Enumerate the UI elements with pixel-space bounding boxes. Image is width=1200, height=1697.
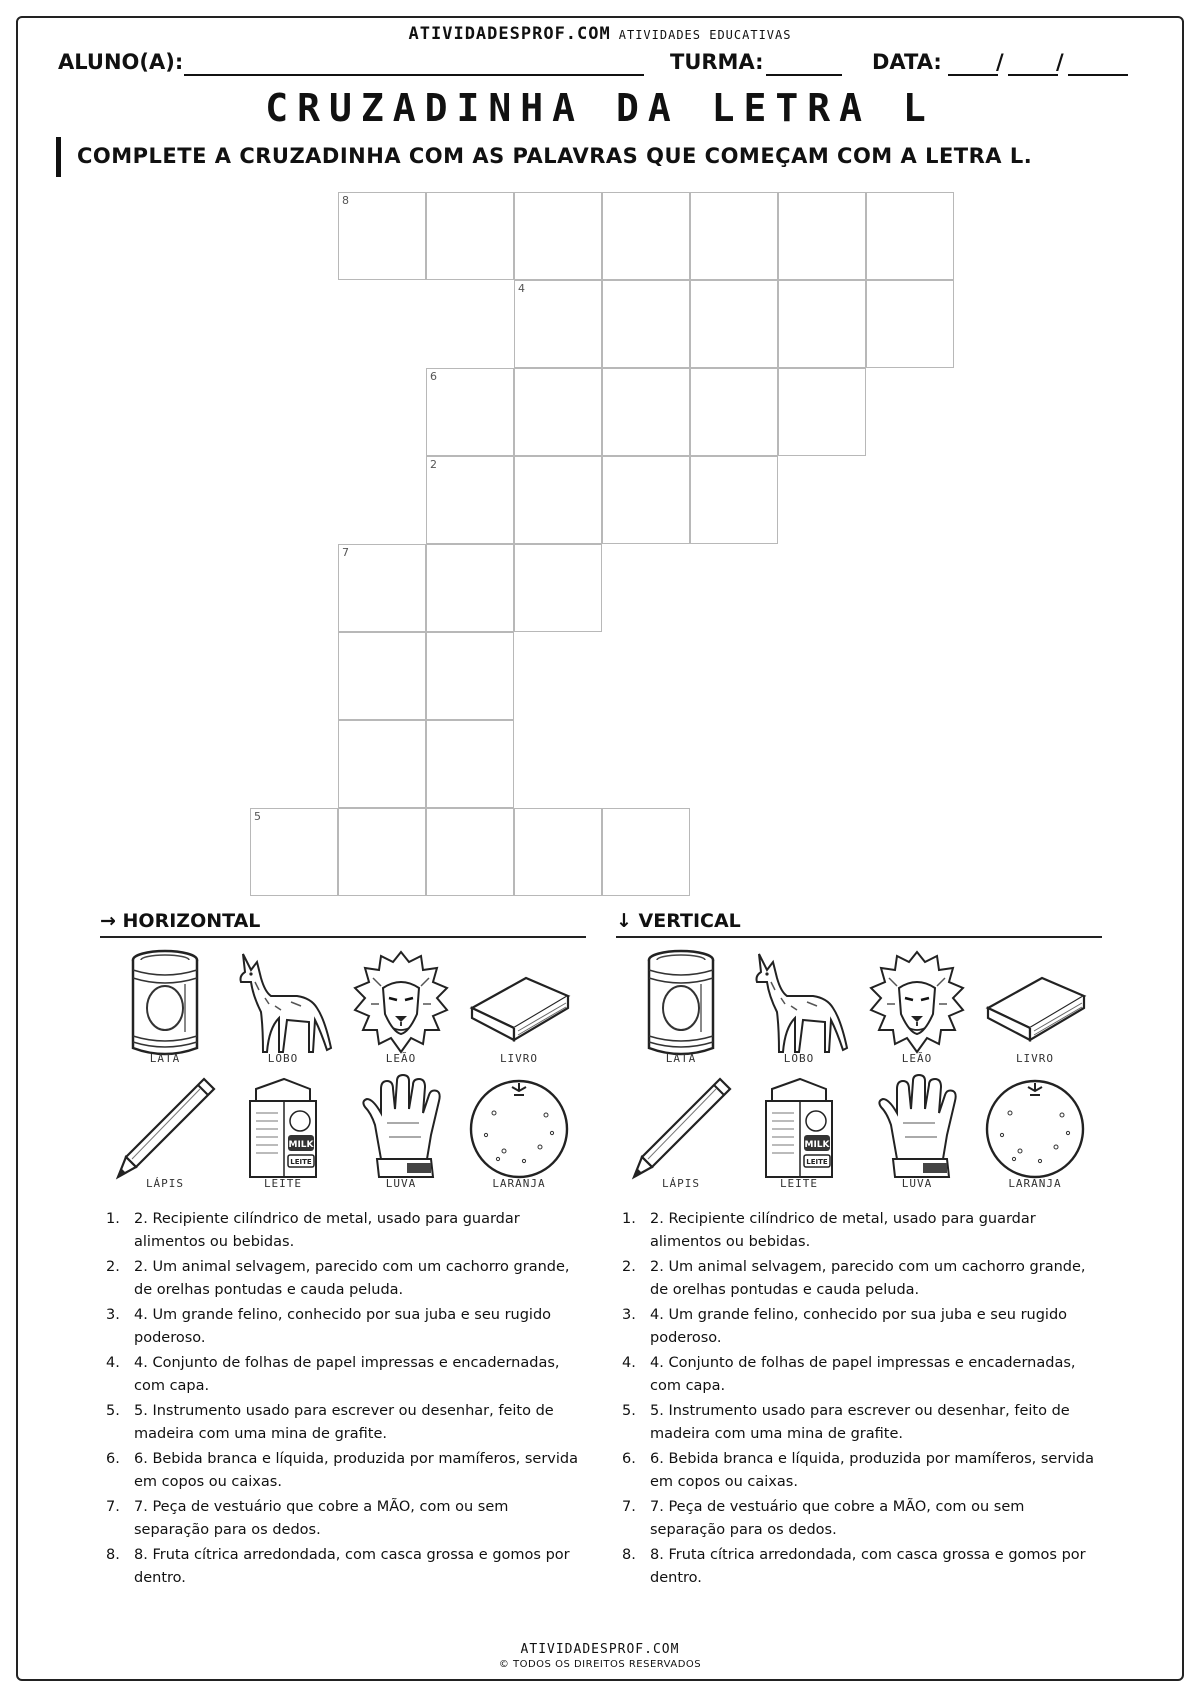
clue-item — [100, 1496, 580, 1542]
clue-text: 7. Peça de vestuário que cobre a MÃO, com ou sem separação para os dedos. — [650, 1499, 1025, 1538]
picture-laranja — [976, 1073, 1094, 1198]
picture-laranja — [460, 1073, 578, 1198]
clue-text: 4. Um grande felino, conhecido por sua juba e seu rugido poderoso. — [134, 1307, 552, 1346]
orange-icon — [464, 1073, 574, 1185]
crossword-cell[interactable] — [602, 192, 690, 280]
crossword-cell[interactable] — [602, 280, 690, 368]
date-month-field[interactable] — [1008, 74, 1058, 76]
instruction-text: COMPLETE A CRUZADINHA COM AS PALAVRAS QUE COMEÇAM COM A LETRA L. — [77, 144, 1033, 168]
clue-item — [100, 1256, 580, 1302]
crossword-cell[interactable] — [338, 720, 426, 808]
clue-index: 1. — [622, 1211, 636, 1227]
picture-label: LARANJA — [492, 1177, 546, 1190]
milk-carton-text: LEITE — [806, 1158, 828, 1166]
milk-carton-text: MILK — [288, 1140, 314, 1150]
section-divider — [616, 936, 1102, 938]
clue-text: 2. Recipiente cilíndrico de metal, usado para guardar alimentos ou bebidas. — [650, 1211, 1036, 1250]
crossword-cell[interactable] — [690, 368, 778, 456]
student-name-field[interactable] — [184, 74, 644, 76]
pencil-icon — [110, 1073, 220, 1185]
lion-icon — [349, 948, 453, 1060]
crossword-cell[interactable] — [778, 280, 866, 368]
clue-item — [100, 1448, 580, 1494]
crossword-cell[interactable] — [514, 456, 602, 544]
crossword-cell[interactable] — [690, 456, 778, 544]
picture-lata — [106, 948, 224, 1073]
crossword-cell[interactable] — [514, 544, 602, 632]
crossword-cell[interactable] — [690, 280, 778, 368]
picture-lata — [622, 948, 740, 1073]
footer-site: ATIVIDADESPROF.COM — [520, 1642, 680, 1657]
crossword-cell[interactable] — [426, 544, 514, 632]
picture-label: LATA — [665, 1052, 697, 1065]
crossword-cell[interactable] — [778, 192, 866, 280]
milk-carton-icon — [238, 1073, 328, 1185]
date-year-field[interactable] — [1068, 74, 1128, 76]
crossword-cell[interactable] — [514, 368, 602, 456]
crossword-cell[interactable] — [514, 192, 602, 280]
crossword-cell[interactable] — [514, 808, 602, 896]
clue-index: 8. — [106, 1547, 120, 1563]
clue-number: 6 — [430, 370, 437, 383]
horizontal-clue-list — [100, 1208, 580, 1592]
picture-lobo — [740, 948, 858, 1073]
picture-label: LIVRO — [499, 1052, 539, 1065]
clue-item — [616, 1544, 1096, 1590]
crossword-cell[interactable] — [514, 280, 602, 368]
crossword-cell[interactable] — [338, 808, 426, 896]
clue-text: 4. Um grande felino, conhecido por sua juba e seu rugido poderoso. — [650, 1307, 1068, 1346]
crossword-cell[interactable] — [338, 192, 426, 280]
class-field[interactable] — [766, 74, 842, 76]
clue-item — [616, 1304, 1096, 1350]
clue-item — [100, 1544, 580, 1590]
vertical-pictures — [622, 948, 1092, 1198]
clue-item — [616, 1256, 1096, 1302]
footer-rights: © TODOS OS DIREITOS RESERVADOS — [498, 1659, 702, 1670]
clue-index: 4. — [622, 1355, 636, 1371]
picture-livro — [976, 948, 1094, 1073]
lion-icon — [865, 948, 969, 1060]
picture-leao — [858, 948, 976, 1073]
clue-item — [100, 1304, 580, 1350]
date-day-field[interactable] — [948, 74, 998, 76]
picture-label: LUVA — [385, 1177, 417, 1190]
clue-number: 4 — [518, 282, 525, 295]
crossword-cell[interactable] — [338, 632, 426, 720]
clue-text: 6. Bebida branca e líquida, produzida por mamíferos, servida em copos ou caixas. — [650, 1451, 1094, 1490]
picture-label: LARANJA — [1008, 1177, 1062, 1190]
horizontal-pictures — [106, 948, 576, 1198]
clue-text: 6. Bebida branca e líquida, produzida por mamíferos, servida em copos ou caixas. — [134, 1451, 578, 1490]
milk-carton-text: LEITE — [290, 1158, 312, 1166]
book-icon — [980, 948, 1090, 1060]
wolf-icon — [231, 948, 335, 1060]
clue-index: 2. — [106, 1259, 120, 1275]
clue-text: 8. Fruta cítrica arredondada, com casca grossa e gomos por dentro. — [650, 1547, 1086, 1586]
clue-text: 4. Conjunto de folhas de papel impressas e encadernadas, com capa. — [134, 1355, 560, 1394]
picture-label: LEÃO — [901, 1052, 933, 1065]
picture-label: LOBO — [783, 1052, 815, 1065]
page-title: CRUZADINHA DA LETRA L — [265, 86, 935, 130]
picture-livro — [460, 948, 578, 1073]
clue-text: 5. Instrumento usado para escrever ou desenhar, feito de madeira com uma mina de grafite. — [650, 1403, 1070, 1442]
student-info-row — [58, 50, 1148, 78]
crossword-cell[interactable] — [250, 808, 338, 896]
clue-text: 2. Um animal selvagem, parecido com um cachorro grande, de orelhas pontudas e cauda peluda. — [134, 1259, 570, 1298]
clue-item — [100, 1352, 580, 1398]
clue-text: 5. Instrumento usado para escrever ou desenhar, feito de madeira com uma mina de grafite. — [134, 1403, 554, 1442]
picture-label: LEITE — [779, 1177, 819, 1190]
clue-index: 6. — [106, 1451, 120, 1467]
glove-icon — [867, 1073, 967, 1185]
vertical-section-title: ↓ VERTICAL — [616, 910, 741, 932]
clue-number: 5 — [254, 810, 261, 823]
milk-carton-text: MILK — [804, 1140, 830, 1150]
clue-index: 5. — [622, 1403, 636, 1419]
orange-icon — [980, 1073, 1090, 1185]
picture-label: LÁPIS — [145, 1177, 185, 1190]
instruction-accent-bar — [56, 137, 61, 177]
picture-luva — [342, 1073, 460, 1198]
clue-item — [100, 1208, 580, 1254]
crossword-cell[interactable] — [866, 280, 954, 368]
clue-item — [616, 1448, 1096, 1494]
date-label: DATA: — [872, 50, 942, 74]
picture-label: LIVRO — [1015, 1052, 1055, 1065]
page-footer — [0, 1642, 1200, 1670]
clue-text: 4. Conjunto de folhas de papel impressas e encadernadas, com capa. — [650, 1355, 1076, 1394]
site-tagline: ATIVIDADES EDUCATIVAS — [618, 28, 792, 42]
crossword-cell[interactable] — [338, 544, 426, 632]
clue-number: 7 — [342, 546, 349, 559]
pencil-icon — [626, 1073, 736, 1185]
horizontal-section-title: → HORIZONTAL — [100, 910, 261, 932]
student-label: ALUNO(A): — [58, 50, 184, 74]
can-icon — [641, 948, 721, 1060]
crossword-cell[interactable] — [426, 720, 514, 808]
clue-index: 8. — [622, 1547, 636, 1563]
clue-index: 5. — [106, 1403, 120, 1419]
crossword-cell[interactable] — [426, 456, 514, 544]
clue-item — [616, 1400, 1096, 1446]
picture-label: LEITE — [263, 1177, 303, 1190]
picture-leite — [740, 1073, 858, 1198]
milk-carton-icon — [754, 1073, 844, 1185]
picture-leite — [224, 1073, 342, 1198]
clue-item — [616, 1208, 1096, 1254]
clue-item — [616, 1496, 1096, 1542]
clue-text: 2. Um animal selvagem, parecido com um cachorro grande, de orelhas pontudas e cauda peluda. — [650, 1259, 1086, 1298]
crossword-cell[interactable] — [602, 456, 690, 544]
picture-label: LOBO — [267, 1052, 299, 1065]
clue-index: 3. — [622, 1307, 636, 1323]
clue-text: 7. Peça de vestuário que cobre a MÃO, com ou sem separação para os dedos. — [134, 1499, 509, 1538]
clue-index: 7. — [106, 1499, 120, 1515]
clue-number: 8 — [342, 194, 349, 207]
crossword-cell[interactable] — [602, 368, 690, 456]
picture-luva — [858, 1073, 976, 1198]
date-separator: / — [996, 50, 1004, 74]
vertical-clue-list — [616, 1208, 1096, 1592]
clue-number: 2 — [430, 458, 437, 471]
section-divider — [100, 936, 586, 938]
picture-leao — [342, 948, 460, 1073]
book-icon — [464, 948, 574, 1060]
crossword-cell[interactable] — [426, 632, 514, 720]
picture-lapis — [106, 1073, 224, 1198]
clue-index: 6. — [622, 1451, 636, 1467]
clue-index: 3. — [106, 1307, 120, 1323]
site-header — [0, 24, 1200, 44]
picture-label: LÁPIS — [661, 1177, 701, 1190]
picture-label: LEÃO — [385, 1052, 417, 1065]
can-icon — [125, 948, 205, 1060]
clue-index: 4. — [106, 1355, 120, 1371]
crossword-cell[interactable] — [690, 192, 778, 280]
clue-item — [616, 1352, 1096, 1398]
wolf-icon — [747, 948, 851, 1060]
clue-index: 2. — [622, 1259, 636, 1275]
picture-label: LUVA — [901, 1177, 933, 1190]
clue-index: 1. — [106, 1211, 120, 1227]
date-separator: / — [1056, 50, 1064, 74]
clue-text: 8. Fruta cítrica arredondada, com casca grossa e gomos por dentro. — [134, 1547, 570, 1586]
clue-item — [100, 1400, 580, 1446]
picture-label: LATA — [149, 1052, 181, 1065]
picture-lobo — [224, 948, 342, 1073]
crossword-cell[interactable] — [866, 192, 954, 280]
picture-lapis — [622, 1073, 740, 1198]
clue-index: 7. — [622, 1499, 636, 1515]
crossword-cell[interactable] — [426, 368, 514, 456]
crossword-cell[interactable] — [426, 192, 514, 280]
crossword-cell[interactable] — [602, 808, 690, 896]
glove-icon — [351, 1073, 451, 1185]
site-name: ATIVIDADESPROF.COM — [408, 24, 611, 44]
class-label: TURMA: — [670, 50, 764, 74]
crossword-cell[interactable] — [426, 808, 514, 896]
clue-text: 2. Recipiente cilíndrico de metal, usado para guardar alimentos ou bebidas. — [134, 1211, 520, 1250]
crossword-cell[interactable] — [778, 368, 866, 456]
